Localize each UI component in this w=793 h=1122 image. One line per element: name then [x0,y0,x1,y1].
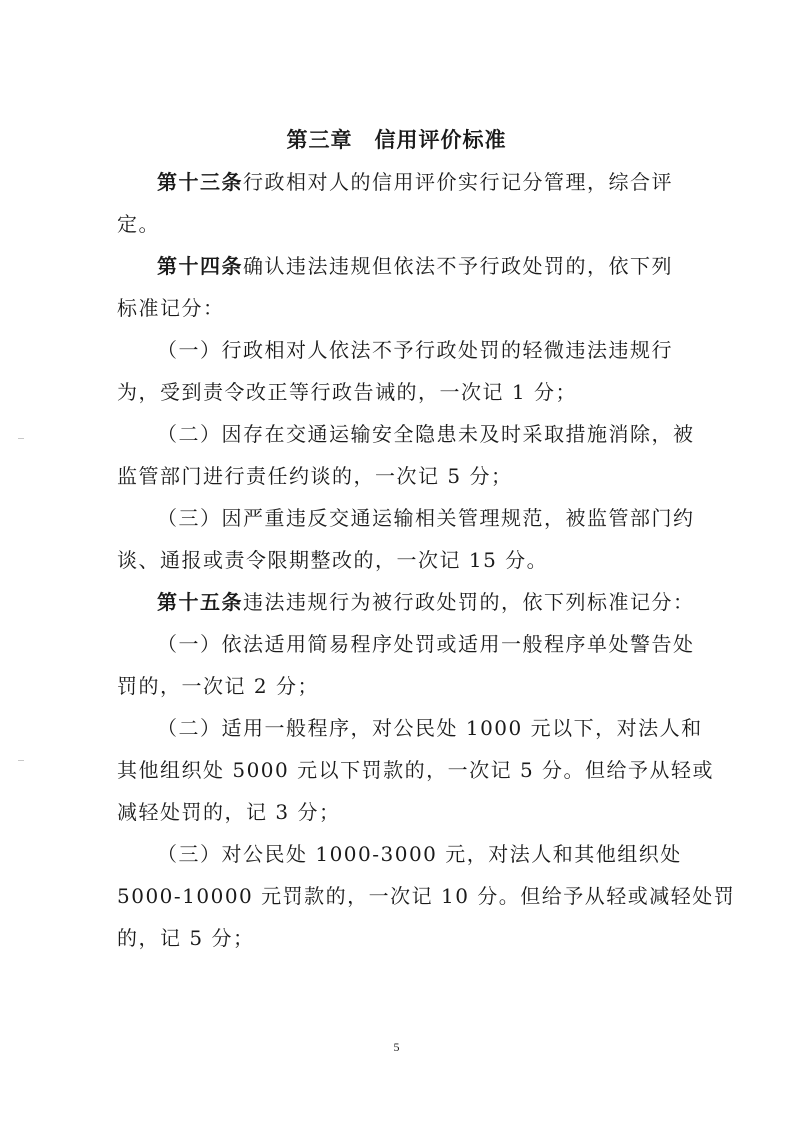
article-14-line-2: 标准记分： [117,296,225,320]
article-14-line-1 [157,252,727,280]
article-15-item-2-line-3: 减轻处罚的，记 3 分； [117,800,341,824]
article-14-item-3-line-1: （三）因严重违反交通运输相关管理规范，被监管部门约 [157,506,695,530]
article-15-line-1 [157,588,727,616]
article-15-text: 违法违规行为被行政处罚的，依下列标准记分： [243,590,695,614]
article-15-item-1-line-1: （一）依法适用简易程序处罚或适用一般程序单处警告处 [157,632,695,656]
article-14-item-1-line-2: 为，受到责令改正等行政告诫的，一次记 1 分； [117,380,577,404]
page-number: 5 [393,1040,400,1054]
article-14-item-1-line-1: （一）行政相对人依法不予行政处罚的轻微违法违规行 [157,338,673,362]
article-13-line-1 [157,168,727,196]
article-14-item-3-line-2: 谈、通报或责令限期整改的，一次记 15 分。 [117,548,549,572]
scan-mark [18,760,24,761]
article-15-item-3-line-2: 5000-10000 元罚款的，一次记 10 分。但给予从轻或减轻处罚 [117,884,736,908]
article-13-label: 第十三条 [157,170,243,194]
article-13-text: 行政相对人的信用评价实行记分管理，综合评 [243,170,673,194]
article-15-item-1-line-2: 罚的，一次记 2 分； [117,674,319,698]
scan-mark [18,438,24,439]
article-15-item-2-line-2: 其他组织处 5000 元以下罚款的，一次记 5 分。但给予从轻或 [117,758,715,782]
article-14-text: 确认违法违规但依法不予行政处罚的，依下列 [243,254,673,278]
article-13-line-2: 定。 [117,212,160,236]
article-15-item-3-line-1: （三）对公民处 1000-3000 元，对法人和其他组织处 [157,842,682,866]
article-14-item-2-line-1: （二）因存在交通运输安全隐患未及时采取措施消除，被 [157,422,695,446]
article-15-item-3-line-3: 的，记 5 分； [117,926,255,950]
chapter-title: 第三章 信用评价标准 [286,128,507,152]
article-15-label: 第十五条 [157,590,243,614]
article-14-item-2-line-2: 监管部门进行责任约谈的，一次记 5 分； [117,464,513,488]
article-14-label: 第十四条 [157,254,243,278]
article-15-item-2-line-1: （二）适用一般程序，对公民处 1000 元以下，对法人和 [157,716,703,740]
